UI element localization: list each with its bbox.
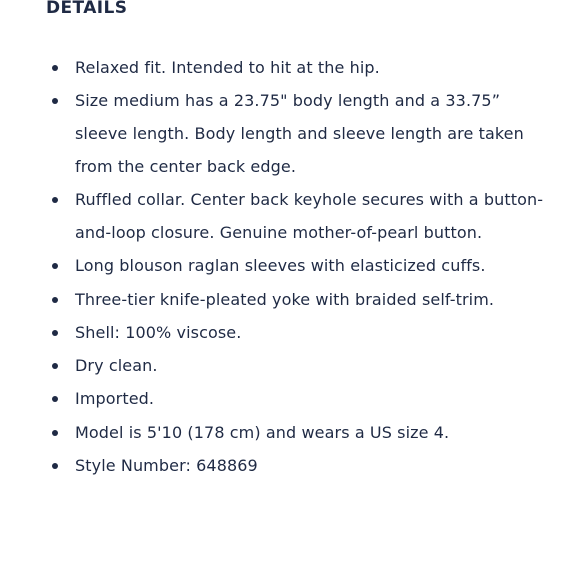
details-item-shell [0,317,580,350]
bullet-icon [52,396,58,402]
bullet-icon [52,430,58,436]
bullet-icon [52,463,58,469]
details-item-model [0,417,580,450]
details-list [0,52,580,483]
details-item-collar [0,184,580,250]
bullet-icon [52,297,58,303]
details-item-fit [0,52,580,85]
details-item-text: Style Number: 648869 [75,456,258,476]
bullet-icon [52,197,58,203]
details-item-text: Three-tier knife-pleated yoke with braided self-trim. [75,289,495,309]
details-item-text: Ruffled collar. Center back keyhole secures with a button-and-loop closure. Genuine mother-of-pearl button. [75,190,544,242]
details-item-yoke [0,284,580,317]
details-item-text: Size medium has a 23.75" body length and a 33.75” sleeve length. Body length and sleeve length are taken from the center back edge. [75,91,524,176]
details-item-origin [0,383,580,416]
details-heading: DETAILS [46,0,128,18]
bullet-icon [52,98,58,104]
bullet-icon [52,263,58,269]
bullet-icon [52,65,58,71]
bullet-icon [52,363,58,369]
details-item-sleeves [0,250,580,283]
details-item-style-number [0,450,580,483]
details-item-size [0,85,580,183]
details-item-text: Imported. [75,389,155,409]
details-item-text: Relaxed fit. Intended to hit at the hip. [75,58,380,77]
bullet-icon [52,330,58,336]
details-item-text: Model is 5'10 (178 cm) and wears a US size 4. [75,422,450,442]
details-item-text: Long blouson raglan sleeves with elasticized cuffs. [75,256,486,276]
details-item-care [0,350,580,383]
details-item-text: Dry clean. [75,356,158,376]
details-item-text: Shell: 100% viscose. [75,322,242,342]
